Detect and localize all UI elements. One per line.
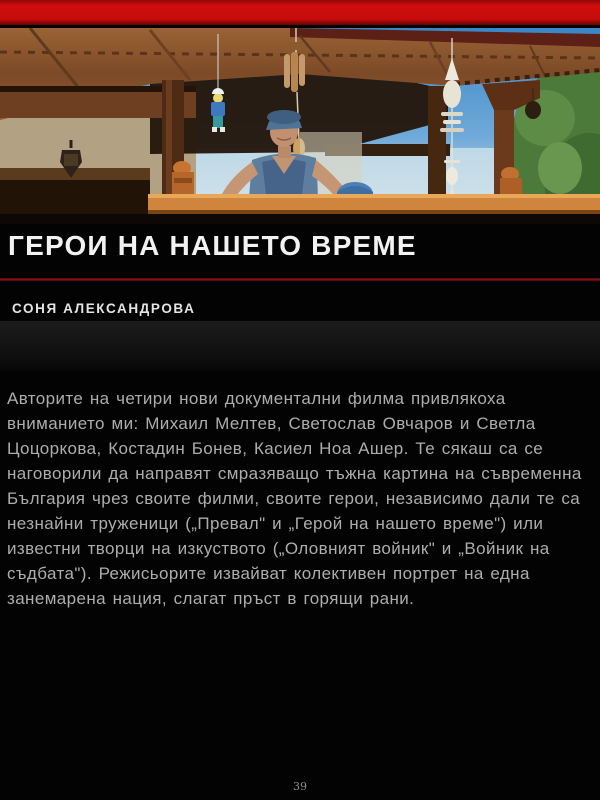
author-name: СОНЯ АЛЕКСАНДРОВА [12,301,196,316]
masthead-red-bar [0,0,600,25]
red-divider [0,278,600,281]
article-body: Авторите на четири нови документални филма привлякоха вниманието ми: Михаил Мелтев, Светослав Овчаров и Светла Цоцоркова, Костадин Бонев, Касиел Ноа Ашер. Те сякаш са се наговорили да направят смразяващо тъжна картина на съвременна България чрез своите филми, своите герои, независимо дали те са незнайни труженици („Превал" и „Герой на нашето време") или известни творци на изкуството („Оловният войник" и „Войник на съдбата"). Режисьорите извайват колективен портрет на една занемарена нация, слагат пръст в горящи рани. [7,389,582,608]
author-band [0,321,600,371]
article-title: ГЕРОИ НА НАШЕТО ВРЕМЕ [8,230,417,261]
article-photo [0,28,600,224]
page-number: 39 [293,780,307,793]
